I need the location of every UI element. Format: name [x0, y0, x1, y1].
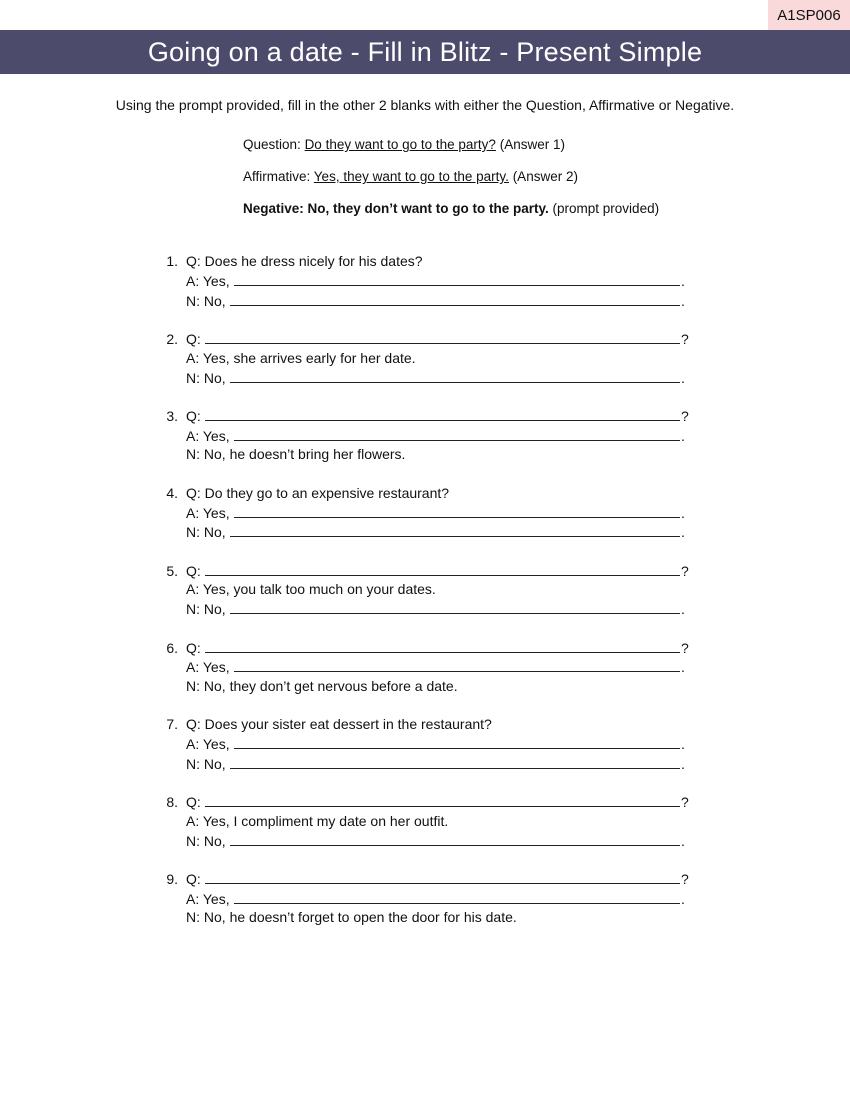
line-body [178, 253, 423, 269]
example-affirmative-label: Affirmative: [243, 169, 311, 184]
affirmative-text: A: Yes, [186, 273, 230, 290]
line-body [178, 600, 685, 617]
negative-line [150, 678, 710, 697]
question-mark: ? [681, 639, 689, 656]
period: . [681, 659, 685, 676]
affirmative-line [150, 427, 710, 446]
question-number: 5. [166, 562, 178, 579]
negative-line [150, 446, 710, 465]
line-body [178, 735, 685, 752]
question-mark: ? [681, 794, 689, 811]
line-body [178, 562, 689, 579]
question-text: Q: [186, 408, 201, 425]
negative-text: N: No, [186, 369, 226, 386]
answer-blank[interactable] [230, 523, 680, 537]
example-negative-note: (prompt provided) [552, 201, 660, 216]
question-number: 3. [166, 408, 178, 425]
negative-text: N: No, [186, 524, 226, 541]
line-body [178, 832, 685, 849]
affirmative-line [150, 735, 710, 754]
line-body [178, 523, 685, 540]
answer-blank[interactable] [230, 292, 680, 306]
answer-blank[interactable] [234, 735, 680, 749]
question-item [150, 330, 710, 388]
answer-blank[interactable] [205, 562, 680, 576]
answer-blank[interactable] [230, 755, 680, 769]
affirmative-text: A: Yes, she arrives early for her date. [186, 349, 416, 366]
period: . [681, 524, 685, 541]
question-text: Q: [186, 794, 201, 811]
question-item [150, 253, 710, 311]
affirmative-line [150, 504, 710, 523]
line-body [178, 870, 689, 887]
negative-line [150, 832, 710, 851]
question-text: Q: [186, 639, 201, 656]
example-affirmative [243, 169, 578, 184]
line-body [178, 755, 685, 772]
negative-line [150, 523, 710, 542]
example-question-text: Do they want to go to the party? [304, 137, 496, 152]
question-item [150, 639, 710, 697]
worksheet-code-badge: A1SP006 [768, 0, 850, 30]
line-body [178, 909, 517, 925]
question-number: 8. [166, 794, 178, 811]
period: . [681, 504, 685, 521]
negative-text: N: No, [186, 292, 226, 309]
affirmative-text: A: Yes, [186, 504, 230, 521]
line-body [178, 890, 685, 907]
answer-blank[interactable] [205, 639, 680, 653]
question-number: 9. [166, 871, 178, 888]
period: . [681, 601, 685, 618]
affirmative-text: A: Yes, [186, 659, 230, 676]
line-body [178, 658, 685, 675]
negative-line [150, 600, 710, 619]
question-item [150, 562, 710, 620]
question-text: Q: Does your sister eat dessert in the restaurant? [186, 716, 492, 733]
example-question-note: (Answer 1) [499, 137, 565, 152]
example-affirmative-note: (Answer 2) [512, 169, 578, 184]
negative-text: N: No, [186, 755, 226, 772]
example-negative-text: Negative: No, they don’t want to go to the party. [243, 201, 549, 216]
negative-line [150, 909, 710, 928]
question-mark: ? [681, 871, 689, 888]
question-line [150, 485, 710, 504]
negative-text: N: No, [186, 601, 226, 618]
line-body [178, 581, 436, 597]
example-question [243, 137, 565, 152]
period: . [681, 369, 685, 386]
line-body [178, 369, 685, 386]
period: . [681, 832, 685, 849]
period: . [681, 890, 685, 907]
question-line [150, 716, 710, 735]
negative-line [150, 755, 710, 774]
question-item [150, 485, 710, 543]
negative-line [150, 369, 710, 388]
question-line [150, 253, 710, 272]
affirmative-text: A: Yes, [186, 736, 230, 753]
line-body [178, 350, 416, 366]
line-body [178, 793, 689, 810]
question-mark: ? [681, 331, 689, 348]
answer-blank[interactable] [234, 427, 680, 441]
affirmative-text: A: Yes, I compliment my date on her outfit. [186, 812, 449, 829]
answer-blank[interactable] [234, 272, 680, 286]
negative-text: N: No, he doesn’t bring her flowers. [186, 446, 406, 463]
question-number: 1. [166, 253, 178, 269]
question-line [150, 330, 710, 349]
answer-blank[interactable] [230, 600, 680, 614]
question-item [150, 793, 710, 851]
answer-blank[interactable] [230, 369, 680, 383]
question-item [150, 407, 710, 465]
question-line [150, 870, 710, 889]
question-number: 7. [166, 716, 178, 733]
example-question-label: Question: [243, 137, 301, 152]
period: . [681, 427, 685, 444]
affirmative-text: A: Yes, you talk too much on your dates. [186, 581, 436, 598]
affirmative-line [150, 813, 710, 832]
question-text: Q: Does he dress nicely for his dates? [186, 253, 423, 269]
negative-text: N: No, he doesn’t forget to open the door for his date. [186, 909, 517, 926]
line-body [178, 427, 685, 444]
line-body [178, 485, 449, 501]
example-negative [243, 201, 659, 216]
instructions: Using the prompt provided, fill in the other 2 blanks with either the Question, Affirmative or Negative. [115, 97, 735, 113]
line-body [178, 716, 492, 732]
question-number: 6. [166, 639, 178, 656]
affirmative-line [150, 350, 710, 369]
period: . [681, 292, 685, 309]
affirmative-line [150, 581, 710, 600]
question-text: Q: [186, 871, 201, 888]
line-body [178, 407, 689, 424]
negative-line [150, 292, 710, 311]
line-body [178, 330, 689, 347]
affirmative-text: A: Yes, [186, 427, 230, 444]
worksheet-title [0, 30, 850, 74]
question-list [150, 253, 710, 948]
question-text: Q: Do they go to an expensive restaurant? [186, 484, 450, 501]
period: . [681, 273, 685, 290]
answer-blank[interactable] [234, 504, 680, 518]
affirmative-line [150, 890, 710, 909]
question-line [150, 562, 710, 581]
example-affirmative-text: Yes, they want to go to the party. [313, 169, 509, 184]
answer-blank[interactable] [205, 870, 680, 884]
question-item [150, 716, 710, 774]
answer-blank[interactable] [234, 658, 680, 672]
answer-blank[interactable] [234, 890, 680, 904]
line-body [178, 639, 689, 656]
negative-text: N: No, [186, 832, 226, 849]
question-item [150, 870, 710, 928]
affirmative-text: A: Yes, [186, 890, 230, 907]
question-mark: ? [681, 562, 689, 579]
answer-blank[interactable] [205, 793, 680, 807]
answer-blank[interactable] [205, 407, 680, 421]
line-body [178, 292, 685, 309]
line-body [178, 504, 685, 521]
question-line [150, 407, 710, 426]
period: . [681, 755, 685, 772]
question-text: Q: [186, 331, 201, 348]
line-body [178, 446, 405, 462]
question-line [150, 639, 710, 658]
line-body [178, 272, 685, 289]
question-line [150, 793, 710, 812]
negative-text: N: No, they don’t get nervous before a date. [186, 677, 458, 694]
question-text: Q: [186, 562, 201, 579]
answer-blank[interactable] [230, 832, 680, 846]
answer-blank[interactable] [205, 330, 680, 344]
question-number: 4. [166, 484, 178, 501]
affirmative-line [150, 272, 710, 291]
line-body [178, 813, 448, 829]
affirmative-line [150, 658, 710, 677]
question-number: 2. [166, 331, 178, 348]
line-body [178, 678, 458, 694]
title-text: Going on a date - Fill in Blitz - Present Simple [147, 36, 703, 67]
period: . [681, 736, 685, 753]
question-mark: ? [681, 408, 689, 425]
